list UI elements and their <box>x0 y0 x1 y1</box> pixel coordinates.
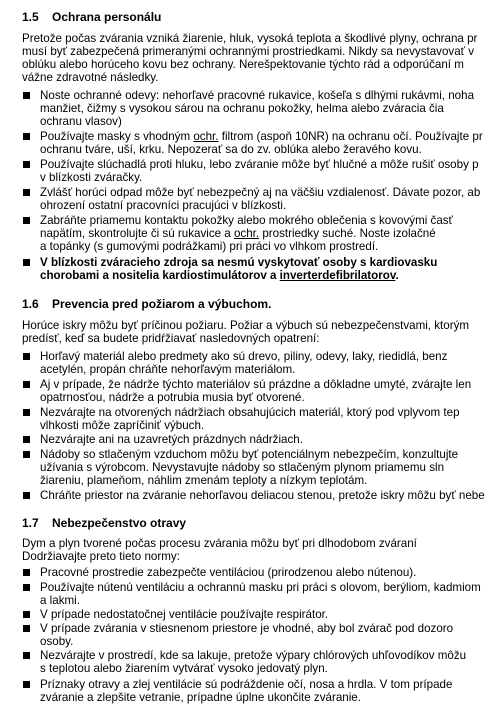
list-item <box>0 158 499 171</box>
list-item-continuation: ochranu tváre, uší, krku. Nepozerať sa do zv. oblúka alebo žeravého kovu. <box>40 143 422 156</box>
bullet-icon <box>23 625 30 632</box>
paragraph-line: vážne zdravotné následky. <box>22 71 159 84</box>
bullet-icon <box>23 259 30 266</box>
list-item-continuation: a topánky (s gumovými podrážkami) pri práci vo vlhkom prostredí. <box>40 240 379 253</box>
list-item-text: Nezvárajte na otvorených nádržiach obsahujúcich materiál, ktorý pod vplyvom tep <box>40 406 460 419</box>
list-item-text: V prípade nedostatočnej ventilácie používajte respirátor. <box>40 608 329 621</box>
paragraph-line: musí byť zabezpečená primeranými ochrannými prostriedkami. Nikdy sa nevystavovať v <box>22 45 475 58</box>
list-item-text: Používajte slúchadlá proti hluku, lebo zváranie môže byť hlučné a môže rušiť osoby p <box>40 158 479 171</box>
list-item-continuation: a lakmi. <box>40 594 80 607</box>
bullet-icon <box>23 611 30 618</box>
bullet-icon <box>23 584 30 591</box>
bullet-icon <box>23 409 30 416</box>
section-number: 1.7 <box>22 517 39 530</box>
list-item <box>0 406 499 419</box>
list-item-text: Používajte masky s vhodným ochr. filtrom (aspoň 10NR) na ochranu očí. Používajte pr <box>40 130 483 143</box>
list-item <box>0 489 499 502</box>
list-item-continuation: napätím, skontrolujte či sú rukavice a ochr. prostriedky suché. Noste izolačné <box>40 227 436 240</box>
list-item-text: Noste ochranné odevy: nehorľavé pracovné rukavice, košeľa s dlhými rukávmi, noha <box>40 89 475 102</box>
list-item-continuation: chorobami a nositelia kardiostimulátorov a inverterdefibrilatorov. <box>40 269 399 282</box>
list-item-text: Nezvárajte ani na uzavretých prázdnych nádržiach. <box>40 433 303 446</box>
list-item-continuation: ochranu vlasov) <box>40 115 122 128</box>
list-item <box>0 581 499 594</box>
paragraph-line: Horúce iskry môžu byť príčinou požiaru. Požiar a výbuch sú nebezpečenstvami, ktorým <box>22 319 470 332</box>
list-item <box>0 566 499 579</box>
section-heading <box>0 517 499 530</box>
list-item <box>0 448 499 461</box>
list-item-continuation: užívania s výrobcom. Nevystavujte nádoby so stlačeným plynom priamemu sln <box>40 461 445 474</box>
list-item-continuation: osoby. <box>40 635 74 648</box>
bullet-icon <box>23 381 30 388</box>
paragraph-line: Pretože počas zvárania vzniká žiarenie, hluk, vysoká teplota a škodlivé plyny, ochrana pr <box>22 32 478 45</box>
bullet-icon <box>23 189 30 196</box>
list-item <box>0 378 499 391</box>
bullet-icon <box>23 436 30 443</box>
list-item-text: V blízkosti zváracieho zdroja sa nesmú vyskytovať osoby s kardiovasku <box>40 256 438 269</box>
section-title: Prevencia pred požiarom a výbuchom. <box>52 298 272 311</box>
bullet-icon <box>23 217 30 224</box>
list-item <box>0 89 499 102</box>
list-item-continuation: opatrnosťou, nádrže a potrubia musia byť otvorené. <box>40 391 305 404</box>
list-item-text: Príznaky otravy a zlej ventilácie sú podráždenie očí, nosa a hrdla. V tom prípade <box>40 678 453 691</box>
list-item-text: V prípade zvárania v stiesnenom priestore je vhodné, aby bol zvárač pod dozoro <box>40 622 454 635</box>
bullet-icon <box>23 492 30 499</box>
bullet-icon <box>23 353 30 360</box>
list-item <box>0 678 499 691</box>
list-item <box>0 608 499 621</box>
list-item-text: Zvlášť horúci odpad môže byť nebezpečný aj na väčšiu vzdialenosť. Dávate pozor, ab <box>40 186 481 199</box>
list-item <box>0 433 499 446</box>
list-item-text: Aj v prípade, že nádrže týchto materiálov sú prázdne a dôkladne umyté, zvárajte len <box>40 378 472 391</box>
list-item-text: Horľavý materiál alebo predmety ako sú drevo, piliny, odevy, laky, riedidlá, benz <box>40 350 448 363</box>
list-item-continuation: s teplotou alebo žiarením vytvárať vysoko jedovatý plyn. <box>40 662 328 675</box>
bullet-icon <box>23 569 30 576</box>
list-item-continuation: žiareniu, plameňom, náhlim zmenám teploty a nízkym teplotám. <box>40 474 368 487</box>
section-title: Ochrana personálu <box>52 11 162 24</box>
list-item-warning <box>0 256 499 269</box>
section-heading <box>0 11 499 24</box>
list-item <box>0 186 499 199</box>
list-item-text: Zabráňte priamemu kontaktu pokožky alebo mokrého oblečenia s kovovými časť <box>40 214 453 227</box>
list-item-continuation: manžiet, čižmy s vysokou sárou na ochranu pokožky, helma alebo zváracia čia <box>40 102 444 115</box>
paragraph-line: predísť, keď sa budete pridŕžiavať nasledovných opatrení: <box>22 332 320 345</box>
paragraph-line: Dodržiavajte preto tieto normy: <box>22 550 180 563</box>
bullet-icon <box>23 92 30 99</box>
bullet-icon <box>23 133 30 140</box>
list-item <box>0 649 499 662</box>
paragraph-line: oblúku alebo horúceho kovu bez ochrany. Nerešpektovanie týchto rád a odporúčaní m <box>22 58 464 71</box>
list-item-continuation: zváranie a zlepšite vetranie, prípadne úplne ukončite zváranie. <box>40 691 361 704</box>
list-item-text: Používajte nútenú ventiláciu a ochrannú masku pri práci s olovom, berýliom, kadmiom <box>40 581 481 594</box>
section-number: 1.6 <box>22 298 39 311</box>
list-item <box>0 130 499 143</box>
list-item-continuation: acetylén, propán chráňte nehorľavým materiálom. <box>40 363 296 376</box>
list-item-continuation: vlhkosti môže zapríčiniť výbuch. <box>40 419 205 432</box>
bullet-icon <box>23 652 30 659</box>
list-item <box>0 214 499 227</box>
list-item-continuation: v blízkosti zváračky. <box>40 171 143 184</box>
bullet-icon <box>23 681 30 688</box>
list-item-text: Pracovné prostredie zabezpečte ventiláciou (prirodzenou alebo nútenou). <box>40 566 417 579</box>
section-heading <box>0 298 499 311</box>
bullet-icon <box>23 451 30 458</box>
list-item-continuation: ohrození ostatní pracovníci pracujúci v blízkosti. <box>40 199 287 212</box>
list-item-text: Nádoby so stlačeným vzduchom môžu byť potenciálnym nebezpečím, konzultujte <box>40 448 459 461</box>
section-number: 1.5 <box>22 11 39 24</box>
paragraph-line: Dym a plyn tvorené počas procesu zvárania môžu byť pri dlhodobom zváraní <box>22 537 417 550</box>
list-item <box>0 350 499 363</box>
list-item-text: Nezvárajte v prostredí, kde sa lakuje, pretože výpary chlórových uhľovodíkov môžu <box>40 649 467 662</box>
list-item-text: Chráňte priestor na zváranie nehorľavou deliacou stenou, pretože iskry môžu byť nebe <box>40 489 485 502</box>
section-title: Nebezpečenstvo otravy <box>52 517 187 530</box>
bullet-icon <box>23 161 30 168</box>
list-item <box>0 622 499 635</box>
